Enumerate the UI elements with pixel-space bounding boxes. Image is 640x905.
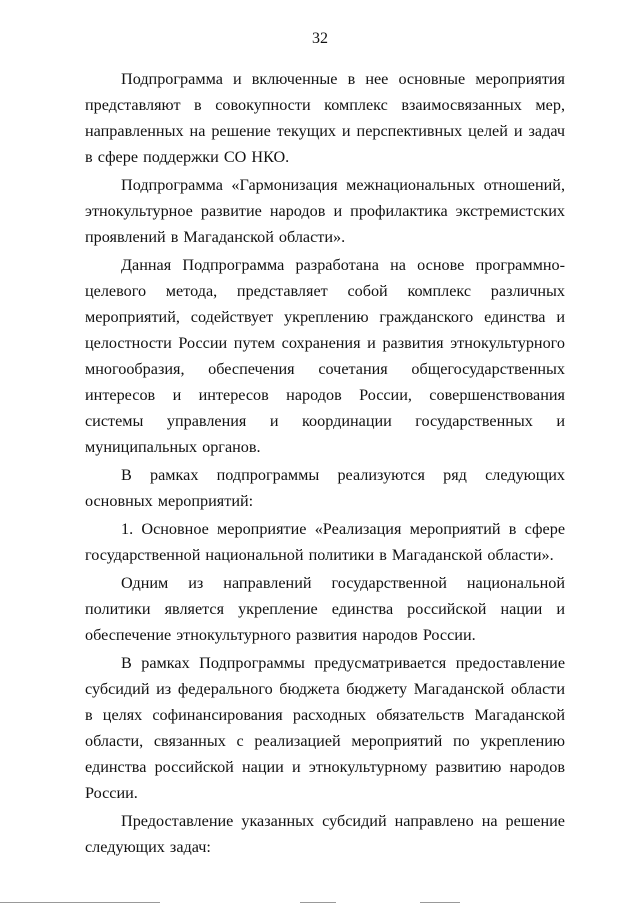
paragraph-4: В рамках подпрограммы реализуются ряд следующих основных мероприятий: (85, 466, 565, 510)
paragraph-1: Подпрограмма и включенные в нее основные мероприятия представляют в совокупности комплекс взаимосвязанных мер, направленных на решение текущих и перспективных целей и задач в сфере поддержки СО НКО. (85, 70, 565, 166)
paragraph-8: Предоставление указанных субсидий направлено на решение следующих задач: (85, 812, 565, 856)
paragraph-7: В рамках Подпрограммы предусматривается предоставление субсидий из федерального бюджета бюджету Магаданской области в целях софинансирования расходных обязательств Магаданской области, связанных с реализацией мероприятий по укреплению единства российской нации и этнокультурному развитию народов России. (85, 654, 565, 802)
paragraph-5: 1. Основное мероприятие «Реализация мероприятий в сфере государственной национальной политики в Магаданской области». (85, 520, 565, 564)
footer-rule-right (420, 902, 460, 903)
paragraph-6: Одним из направлений государственной национальной политики является укрепление единства российской нации и обеспечение этнокультурного развития народов России. (85, 574, 565, 644)
paragraph-2: Подпрограмма «Гармонизация межнациональных отношений, этнокультурное развитие народов и профилактика экстремистских проявлений в Магаданской области». (85, 176, 565, 246)
paragraph-3: Данная Подпрограмма разработана на основе программно-целевого метода, представляет собой комплекс различных мероприятий, содействует укреплению гражданского единства и целостности России путем сохранения и развития этнокультурного многообразия, обеспечения сочетания общегосударственных интересов и интересов народов России, совершенствования системы управления и координации государственных и муниципальных органов. (85, 256, 565, 456)
footer-rule-middle (300, 902, 336, 903)
page-number: 32 (312, 30, 328, 47)
footer-rule-left (0, 902, 160, 903)
body-text (85, 66, 565, 862)
